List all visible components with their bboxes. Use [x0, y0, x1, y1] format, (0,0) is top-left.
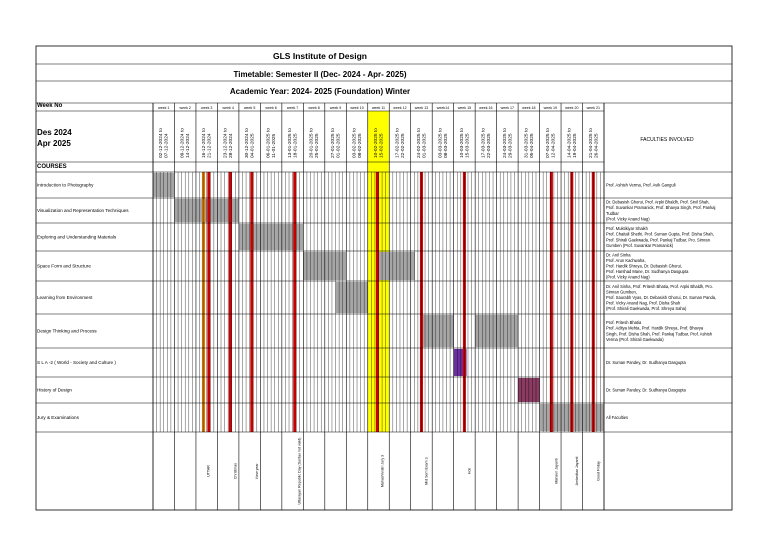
holiday-note-8: Holi — [467, 467, 472, 475]
course-faculty-5-2: Simran Gumben, — [606, 289, 637, 295]
course-faculty-2-1: Dr. Debasish Ghorui, Prof. Arpki Bhaldh, Prof. Sinil Shah, — [606, 199, 710, 205]
week-label-2: week 2 — [179, 106, 191, 110]
holiday-note-9: Mahavir Jayanti — [554, 458, 559, 484]
course-faculty-6-4: Verma (Prof. Shirali Gaekwada) — [606, 336, 664, 342]
timetable-title: Timetable: Semester II (Dec- 2024 - Apr- 2025) — [233, 70, 407, 79]
week-label-16: week 16 — [479, 106, 493, 110]
week-dates-end-1: 07-12-2024 — [164, 133, 170, 158]
course-name-5: Learning from Environment — [37, 295, 93, 300]
course-faculty-5-5: (Prof. Shirali Gaekwada, Prof. Shreya Saha) — [606, 306, 687, 312]
institute-title: GLS Institute of Design — [273, 51, 367, 61]
week-label-6: week 6 — [265, 106, 277, 110]
week-label-5: week 5 — [243, 106, 256, 110]
week-dates-15: 10-03-2025 to — [459, 128, 465, 158]
course-faculty-5-3: Prof. Saurabh Vyas, Dr. Debasish Ghorui, Dr. Suman Panda, — [606, 295, 717, 300]
week-dates-end-3: 21-12-2024 — [207, 133, 213, 158]
holiday-bar-4 — [250, 172, 253, 432]
week-dates-end-18: 05-04-2025 — [529, 133, 535, 158]
course-name-7: S L A -2 ( World - Society and Culture ) — [37, 360, 116, 365]
week-dates-end-7: 18-01-2025 — [293, 133, 299, 158]
holiday-note-1: UTTAR — [206, 465, 211, 477]
course-faculty-9-1: All Faculties — [606, 415, 629, 420]
course-name-1: Introduction to Photography — [37, 182, 94, 188]
week-dates-11: 10-02-2025 to — [374, 128, 379, 158]
course-faculty-4-5: (Prof. Vicky Anand Nag) — [606, 274, 650, 280]
week-label-11: week 11 — [371, 106, 386, 110]
week-dates-10: 03-02-2025 to — [352, 128, 358, 158]
course-faculty-3-4: Gumben (Prof. Suvankar Pramanick) — [606, 242, 674, 248]
week-dates-9: 27-01-2025 to — [331, 128, 337, 158]
term-end-label: Apr 2025 — [37, 139, 71, 148]
course-block-5-1 — [336, 282, 368, 313]
week-no-label: Week No — [37, 103, 63, 109]
holiday-note-5: Uttarayan Republic Day (Suntax not valid) — [297, 437, 302, 505]
course-faculty-6-1: Prof. Pritesh Bhatia — [606, 320, 642, 326]
course-faculty-4-1: Dr. Anil Sinha — [606, 252, 631, 258]
week-dates-end-11: 15-02-2025 — [379, 133, 385, 158]
week-dates-end-10: 08-02-2025 — [358, 133, 364, 158]
course-name-8: History of Design — [37, 387, 72, 393]
week-label-7: week 7 — [286, 106, 299, 110]
week-dates-end-17: 29-03-2025 — [508, 133, 514, 158]
week-label-19: week 19 — [543, 106, 558, 110]
course-block-6-1 — [421, 315, 453, 347]
holiday-note-3: Christmas — [233, 462, 238, 480]
course-faculty-3-2: Prof. Chaitali Shethi, Prof. Suman Gupta, Prof. Disha Shah, — [606, 231, 714, 237]
course-faculty-4-2: Prof. Arun Kachwaha, — [606, 257, 646, 263]
course-name-6: Design Thinking and Process — [37, 328, 97, 334]
week-dates-4: 23-12-2024 to — [223, 128, 229, 158]
week-dates-end-13: 01-03-2025 — [422, 133, 428, 158]
course-faculty-8-1: Dr. Suman Pandey, Dr. Sudhanya Dasgupta — [606, 387, 686, 393]
course-faculty-4-4: Prof. Harshad Mane, Dr. Sudhanya Dasgupta — [606, 269, 689, 275]
course-faculty-5-1: Dr. Anil Sinha, Prof. Pritesh Bhatia, Prof. Arpki Bhaldh, Pro. — [606, 283, 713, 289]
week-dates-12: 17-02-2025 to — [395, 128, 401, 158]
week-dates-1: 02-12-2024 to — [159, 128, 165, 158]
course-faculty-7-1: Dr. Suman Pandey, Dr. Sudhanya Dasgupta — [606, 360, 686, 365]
week-dates-end-16: 22-03-2025 — [486, 133, 492, 158]
week-label-17: week 17 — [500, 106, 515, 110]
week-dates-2: 09-12-2024 to — [180, 128, 186, 158]
week-label-10: week 10 — [350, 106, 364, 110]
week-dates-14: 03-03-2025 to — [438, 128, 444, 158]
holiday-bar-1 — [202, 172, 205, 432]
courses-label: COURSES — [37, 164, 67, 170]
week-label-20: week 20 — [565, 106, 579, 110]
week-dates-end-4: 28-12-2024 — [229, 133, 235, 158]
course-faculty-6-2: Prof. Aditya Mehta, Prof. Hardik Shreya, Prof. Bhavya — [606, 325, 704, 331]
week-label-12: week 12 — [393, 106, 407, 110]
week-dates-3: 16-12-2024 to — [202, 128, 208, 158]
holiday-note-11: Good Friday — [596, 461, 601, 481]
week-label-15: week 15 — [457, 106, 472, 110]
week-dates-6: 06-01-2025 to — [266, 128, 272, 158]
week-label-18: week 18 — [522, 106, 536, 110]
holiday-note-6: Mahashivratri Jury 3 — [380, 454, 385, 488]
term-start-label: Des 2024 — [37, 128, 72, 137]
week-label-14: week14 — [436, 106, 450, 110]
course-name-9: Jury & Examinations — [37, 415, 79, 420]
week-dates-end-8: 25-01-2025 — [315, 133, 321, 158]
holiday-bar-5 — [293, 172, 296, 432]
course-block-4-2 — [379, 252, 416, 280]
week-dates-21: 21-04-2025 to — [588, 128, 594, 158]
faculties-header: FACULTIES INVOLVED — [640, 137, 694, 143]
week-label-21: week 21 — [586, 106, 600, 110]
week-dates-end-9: 01-02-2025 — [336, 133, 342, 158]
course-faculty-3-1: Prof. Muktikiyar Shaikh — [606, 226, 648, 232]
week-dates-end-12: 22-02-2025 — [400, 133, 406, 158]
week-dates-17: 24-03-2025 to — [502, 128, 508, 158]
course-faculty-3-3: Prof. Shirali Gaekwada, Prof. Pankaj Tudbar, Pro. Simran — [606, 237, 710, 243]
course-name-3: Exploring and Understanding Materials — [37, 234, 117, 240]
week-dates-end-19: 12-04-2025 — [551, 133, 557, 158]
week-dates-5: 30-12-2024 to — [245, 128, 251, 158]
week-dates-18: 31-03-2025 to — [524, 128, 530, 158]
week-dates-end-2: 14-12-2024 — [186, 133, 192, 158]
course-faculty-5-4: Prof. Vicky Anand Nag, Prof. Disha Shah — [606, 300, 681, 306]
week-dates-19: 07-04-2025 to — [545, 128, 551, 158]
holiday-note-4: New year — [254, 463, 259, 479]
academic-year-title: Academic Year: 2024- 2025 (Foundation) Winter — [229, 87, 411, 96]
week-label-1: week 1 — [158, 106, 170, 110]
week-dates-end-20: 19-04-2025 — [572, 133, 578, 158]
week-dates-7: 13-01-2025 to — [288, 128, 294, 158]
week-label-4: week 4 — [222, 106, 234, 110]
week-dates-end-21: 26-04-2025 — [594, 133, 600, 158]
week-dates-13: 24-02-2025 to — [416, 128, 422, 158]
week-dates-end-15: 15-03-2025 — [465, 133, 471, 158]
course-name-2: Visualization and Representation Techniques — [37, 208, 129, 213]
course-name-4: Space Form and Structure — [37, 263, 91, 269]
holiday-note-7: Mid Sem Exam 3 — [424, 457, 429, 485]
course-faculty-2-3: Tudbar — [606, 210, 619, 216]
course-faculty-2-4: (Prof. Vicky Anand Nag) — [606, 216, 650, 222]
holiday-note-10: Ambedkar Jayanti — [574, 456, 579, 486]
course-faculty-1-1: Prof. Ashish Verma, Prof. Avik Ganguli — [606, 182, 676, 188]
week-dates-end-14: 08-03-2025 — [443, 133, 449, 158]
week-dates-end-5: 04-01-2025 — [250, 133, 256, 158]
course-faculty-2-2: Prof. Suvankar Pramanick, Prof. Bhavya Singh, Prof. Pankaj — [606, 205, 716, 211]
holiday-bar-3 — [229, 172, 232, 432]
week-dates-20: 14-04-2025 to — [567, 128, 573, 158]
week-dates-end-6: 11-01-2025 — [272, 133, 278, 158]
week-label-9: week 9 — [329, 106, 342, 110]
week-label-3: week 3 — [200, 106, 213, 110]
course-faculty-4-3: Prof. Hardik Shreya, Dr. Debasish Ghorui, — [606, 263, 682, 269]
week-dates-16: 17-03-2025 to — [481, 128, 487, 158]
week-dates-8: 20-01-2025 to — [309, 128, 315, 158]
week-label-13: week 13 — [414, 106, 429, 110]
holiday-bar-2 — [207, 172, 210, 432]
week-label-8: week 8 — [308, 106, 320, 110]
course-faculty-6-3: Singh, Prof. Disha Shah, Prof. Pankaj Tudbar, Prof. Ashish — [606, 331, 713, 337]
